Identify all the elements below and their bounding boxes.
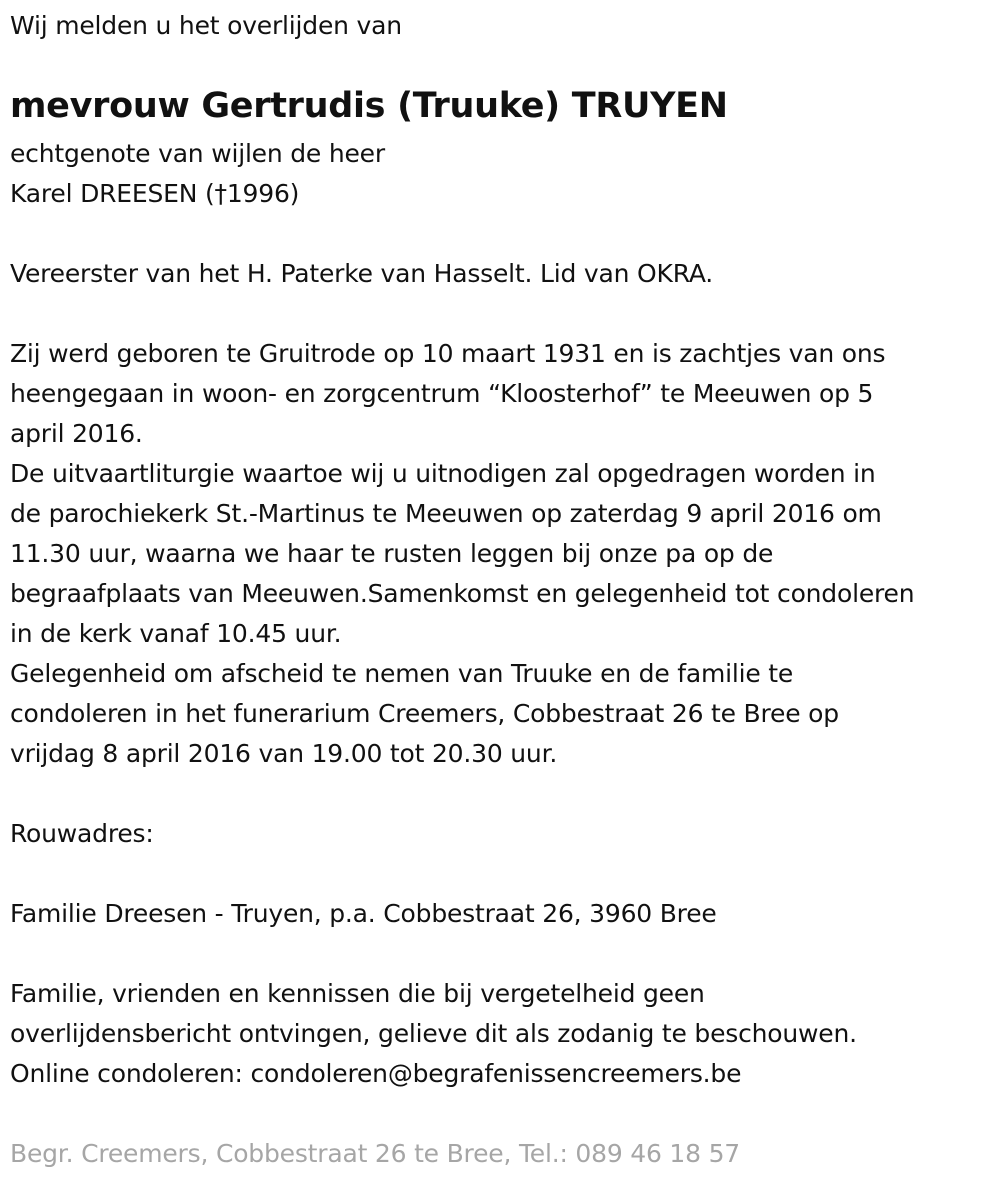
honor-block	[10, 254, 713, 294]
spouse-line: echtgenote van wijlen de heer	[10, 139, 385, 168]
note-line: overlijdensbericht ontvingen, gelieve dit als zodanig te beschouwen.	[10, 1019, 857, 1048]
details-line: begraafplaats van Meeuwen.Samenkomst en gelegenheid tot condoleren	[10, 579, 915, 608]
details-line: in de kerk vanaf 10.45 uur.	[10, 619, 342, 648]
honor-line: Vereerster van het H. Paterke van Hasselt. Lid van OKRA.	[10, 259, 714, 288]
details-line: Gelegenheid om afscheid te nemen van Truuke en de familie te	[10, 659, 794, 688]
details-line: april 2016.	[10, 419, 143, 448]
spouse-line: Karel DREESEN (†1996)	[10, 179, 300, 208]
details-line: de parochiekerk St.-Martinus te Meeuwen op zaterdag 9 april 2016 om	[10, 499, 882, 528]
intro-text: Wij melden u het overlijden van	[10, 11, 402, 40]
details-line: Zij werd geboren te Gruitrode op 10 maart 1931 en is zachtjes van ons	[10, 339, 886, 368]
address: Familie Dreesen - Truyen, p.a. Cobbestraat 26, 3960 Bree	[10, 899, 717, 928]
address-label-block	[10, 814, 154, 854]
details-line: vrijdag 8 april 2016 van 19.00 tot 20.30 uur.	[10, 739, 558, 768]
address-block	[10, 894, 717, 934]
address-label: Rouwadres:	[10, 819, 154, 848]
online-condolence-line: Online condoleren: condoleren@begrafenissencreemers.be	[10, 1059, 742, 1088]
details-line: heengegaan in woon- en zorgcentrum “Kloosterhof” te Meeuwen op 5	[10, 379, 874, 408]
details-line: condoleren in het funerarium Creemers, Cobbestraat 26 te Bree op	[10, 699, 839, 728]
funeral-home-footer: Begr. Creemers, Cobbestraat 26 te Bree, Tel.: 089 46 18 57	[10, 1139, 741, 1168]
details-line: De uitvaartliturgie waartoe wij u uitnodigen zal opgedragen worden in	[10, 459, 876, 488]
details-line: 11.30 uur, waarna we haar te rusten leggen bij onze pa op de	[10, 539, 774, 568]
deceased-name: mevrouw Gertrudis (Truuke) TRUYEN	[10, 86, 728, 126]
funeral-details	[10, 334, 914, 774]
spouse-block	[10, 134, 385, 214]
note-line: Familie, vrienden en kennissen die bij vergetelheid geen	[10, 979, 705, 1008]
note-block	[10, 974, 857, 1094]
